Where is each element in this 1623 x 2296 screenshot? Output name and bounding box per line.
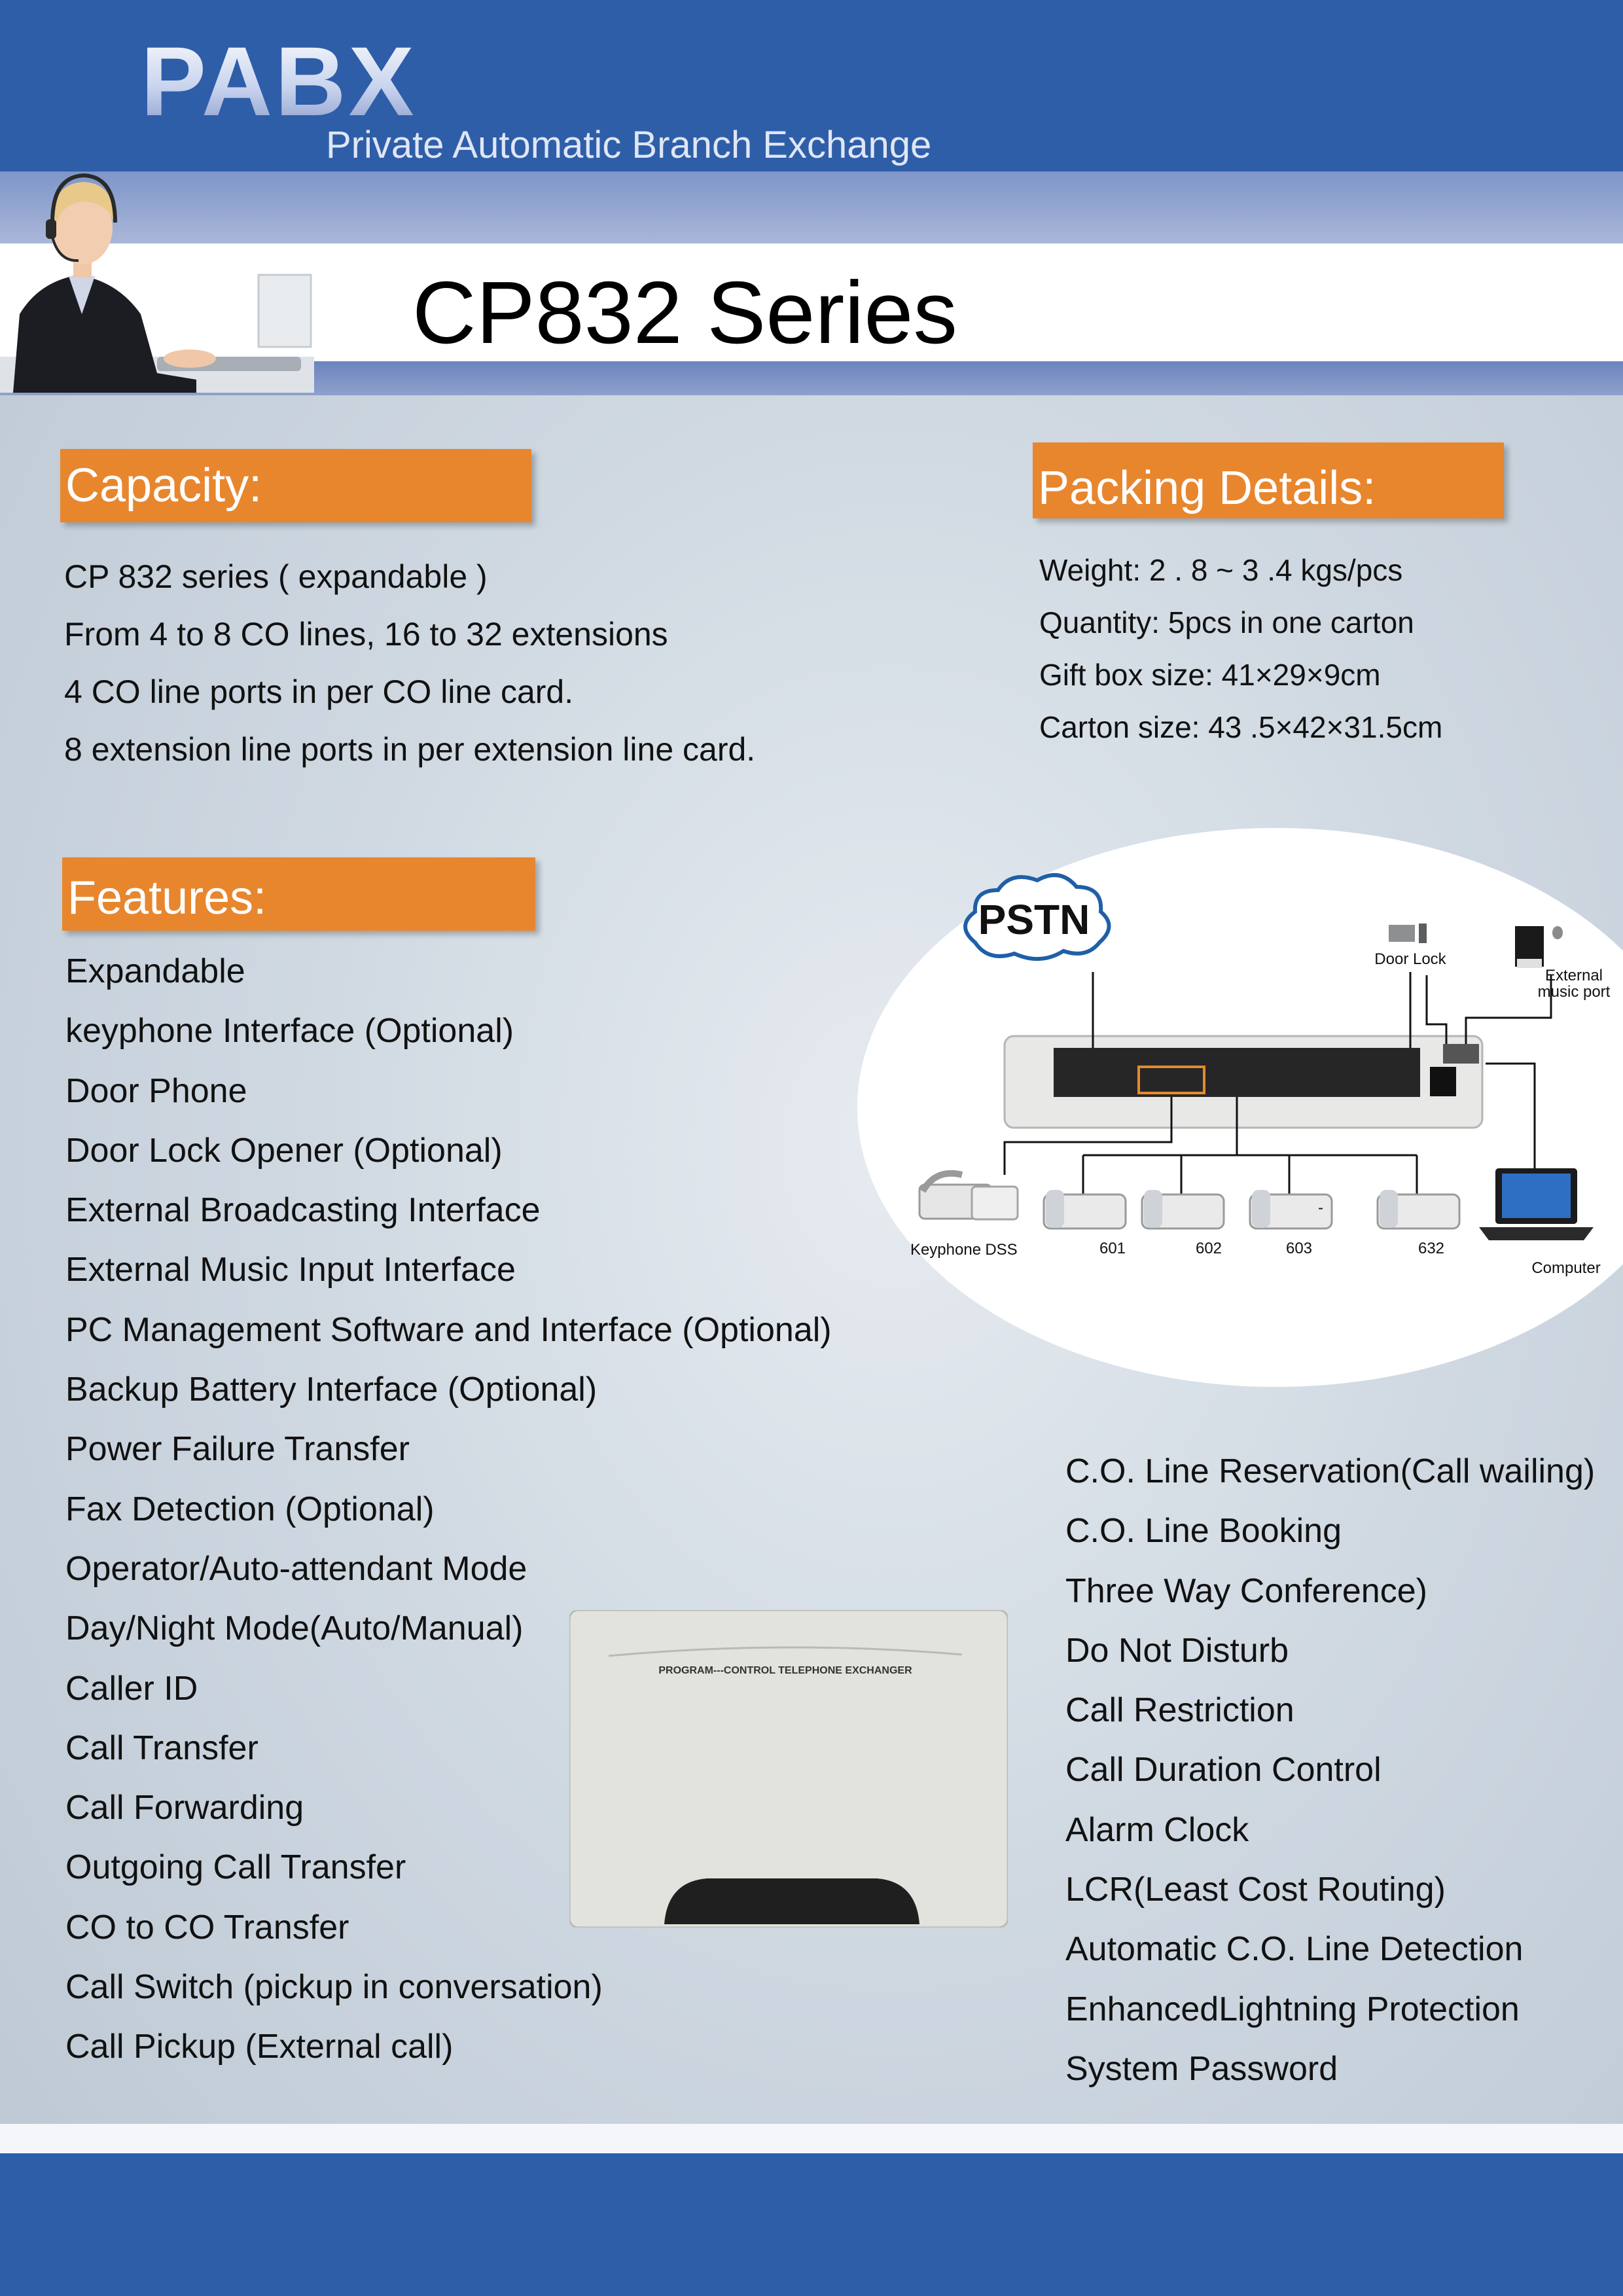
feature-item: Call Pickup (External call) [65,2028,454,2066]
feature-item: Door Lock Opener (Optional) [65,1131,503,1170]
capacity-item: 4 CO line ports in per CO line card. [64,673,574,710]
footer-white-band [0,2124,1623,2153]
feature-item: Alarm Clock [1065,1810,1249,1849]
extension-label-632: 632 [1418,1240,1445,1257]
feature-item: C.O. Line Reservation(Call wailing) [1065,1452,1596,1490]
pbx-unit-icon [1005,1036,1482,1128]
extension-phone-icon [1142,1190,1224,1229]
extension-label-602: 602 [1195,1240,1222,1257]
packing-item: Carton size: 43 .5×42×31.5cm [1039,710,1443,744]
operator-illustration [0,98,314,393]
feature-item: Operator/Auto-attendant Mode [65,1549,527,1588]
capacity-item: CP 832 series ( expandable ) [64,558,488,595]
feature-item: External Broadcasting Interface [65,1191,541,1230]
packing-heading: Packing Details: [1033,442,1504,518]
feature-item: Expandable [65,952,245,990]
door-lock-icon [1389,924,1427,943]
feature-item: Outgoing Call Transfer [65,1848,406,1887]
features-heading: Features: [62,857,535,931]
feature-item: Day/Night Mode(Auto/Manual) [65,1609,524,1648]
capacity-item: 8 extension line ports in per extension line card. [64,731,756,768]
features-list-right [1065,1448,1595,2105]
brand-subtitle: Private Automatic Branch Exchange [326,124,932,166]
feature-item: Call Switch (pickup in conversation) [65,1968,603,2007]
extension-label-603: 603 [1285,1240,1313,1257]
connection-diagram [857,828,1623,1388]
feature-item: LCR(Least Cost Routing) [1065,1871,1446,1909]
laptop-icon [1479,1168,1594,1240]
dss-label: DSS [985,1241,1018,1259]
packing-item: Weight: 2 . 8 ~ 3 .4 kgs/pcs [1039,553,1403,587]
feature-item: External Music Input Interface [65,1251,516,1289]
packing-item: Gift box size: 41×29×9cm [1039,658,1381,692]
feature-item: C.O. Line Booking [1065,1512,1342,1551]
packing-item: Quantity: 5pcs in one carton [1039,605,1414,639]
feature-item: Call Restriction [1065,1691,1294,1730]
extension-ellipsis-label: - [1318,1199,1323,1217]
feature-item: Backup Battery Interface (Optional) [65,1371,597,1409]
door-lock-label: Door Lock [1374,950,1446,968]
computer-label: Computer [1531,1259,1601,1277]
feature-item: PC Management Software and Interface (Optional) [65,1310,832,1349]
feature-item: Fax Detection (Optional) [65,1490,435,1528]
feature-item: CO to CO Transfer [65,1908,349,1946]
feature-item: System Password [1065,2049,1338,2088]
capacity-heading: Capacity: [60,449,531,522]
page-title: CP832 Series [412,263,957,362]
extension-label-601: 601 [1099,1240,1126,1257]
footer-band [0,2153,1623,2296]
feature-item: Door Phone [65,1071,247,1110]
feature-item: Call Transfer [65,1729,259,1767]
feature-item: Power Failure Transfer [65,1430,410,1469]
feature-item: Automatic C.O. Line Detection [1065,1930,1524,1969]
pstn-label: PSTN [978,896,1090,943]
feature-item: Call Duration Control [1065,1751,1382,1789]
feature-item: Caller ID [65,1669,198,1708]
capacity-list [64,554,755,784]
pbx-product-photo [569,1610,1008,1928]
extension-phone-icon [1378,1190,1459,1229]
feature-item: EnhancedLightning Protection [1065,1990,1520,2028]
external-music-label-2: music port [1537,983,1611,1001]
packing-list [1039,548,1442,758]
feature-item: Three Way Conference) [1065,1571,1427,1610]
keyphone-label: Keyphone [910,1241,982,1259]
feature-item: Do Not Disturb [1065,1631,1289,1670]
product-label: PROGRAM---CONTROL TELEPHONE EXCHANGER [658,1665,912,1676]
brand-logo-text: PABX [141,25,417,138]
feature-item: Call Forwarding [65,1789,304,1827]
extension-phone-icon [1044,1190,1126,1229]
capacity-item: From 4 to 8 CO lines, 16 to 32 extensions [64,616,668,653]
external-music-label-1: External [1544,967,1603,984]
feature-item: keyphone Interface (Optional) [65,1012,514,1050]
